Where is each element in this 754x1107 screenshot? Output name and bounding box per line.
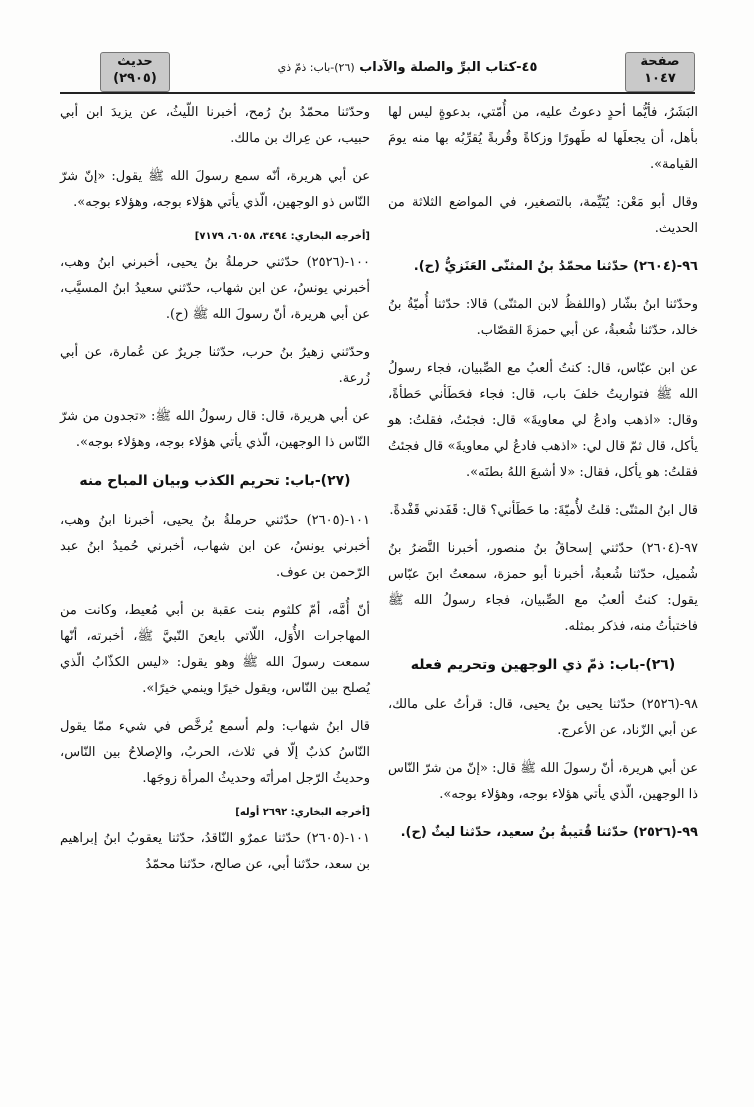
paragraph: ١٠٠-(٢٥٢٦) حدّثني حرملةُ بنُ يحيى، أخبرني ابنُ وهب، أخبرني يونسُ، عن ابن شهاب، حدّثني سعيدُ ابنُ المسيَّب، عن أبي هريرة، أنّ رسولَ الله ﷺ (ح). [60,255,370,322]
paragraph: عن أبي هريرة، أنّه سمع رسولَ الله ﷺ يقول: «إنّ شرّ النّاس ذو الوجهين، الّذي يأتي هؤلاء بوجه، وهؤلاء بوجه». [60,169,370,210]
paragraph: عن ابن عبّاس، قال: كنتُ ألعبُ مع الصِّبيان، فجاء رسولُ الله ﷺ فتواريتُ خلفَ باب، قال: فجاء فحَطَأني حَطأةً، وقال: «اذهب وادعُ لي معاويةَ» قال: فجئتُ، فقلتُ: هو يأكل، قال ثمّ قال لي: «اذهب فادعُ لي معاويةَ» قال فجئتُ فقلتُ: هو يأكل، فقال: «لا أشبعَ اللهُ بطنَه». [388,361,698,480]
paragraph: البَشَرُ، فأيُّما أحدٍ دعوتُ عليه، من أُمّتي، بدعوةٍ ليس لها بأهل، أن يجعلَها له طَهورًا وزكاةً وقُربةً يُقرِّبُه بها منه يومَ القيامة». [388,105,698,172]
paragraph: قال ابنُ شهاب: ولم أسمع يُرخَّص في شيء ممّا يقول النّاسُ كذبٌ إلّا في ثلاث، الحربُ، والإصلاحُ بين النّاس، وحديثُ الرّجل امرأتَه وحديثُ المرأة زوجَها. [60,719,370,786]
paragraph: ٩٨-(٢٥٢٦) حدّثنا يحيى بنُ يحيى، قال: قرأتُ على مالك، عن أبي الزّناد، عن الأعرج. [388,697,698,738]
page-number-box [625,52,695,92]
paragraph: قال ابنُ المثنّى: قلتُ لأُميّةَ: ما حَطَأني؟ قال: قَفَدني قَفْدةً. [389,503,698,518]
paragraph: وحدّثنا محمّدُ بنُ رُمح، أخبرنا اللّيثُ، عن يزيدَ ابن أبي حبيب، عن عِراك بن مالك. [60,105,370,146]
paragraph: وقال أبو مَعْن: يُتَيِّمة، بالتصغير، في المواضع الثلاثة من الحديث. [388,195,698,236]
chapter-ref: (٢٦)-باب: ذمّ ذي [277,61,355,74]
paragraph: أنّ أُمَّه، أمّ كلثوم بنت عقبة بن أبي مُعيط، وكانت من المهاجرات الأُوَل، اللّاتي بايعنَ النّبيَّ ﷺ، أخبرته، أنّها سمعت رسولَ الله ﷺ وهو يقول: «ليس الكذّابُ الّذي يُصلح بين النّاس، ويقول خيرًا وينمي خيرًا». [60,603,370,696]
chapter-heading: (٢٧)-باب: تحريم الكذب وبيان المباح منه [79,473,351,489]
hadith-label: حديث [117,54,153,69]
running-title [195,60,620,75]
takhrij-reference: [أخرجه البخاري: ٢٦٩٢ أوله] [235,807,370,818]
page-header [60,52,695,94]
paragraph: ١٠١-(٢٦٠٥) حدّثنا عمرٌو النّاقدُ، حدّثنا يعقوبُ ابنُ إبراهيم بن سعد، حدّثنا أبي، عن صالح، حدّثنا محمّدُ [60,831,370,872]
page-label: صفحة [640,54,680,69]
takhrij-reference: [أخرجه البخاري: ٣٤٩٤، ٦٠٥٨، ٧١٧٩] [194,231,370,242]
paragraph: عن أبي هريرة، أنّ رسولَ الله ﷺ قال: «إنّ من شرّ النّاس ذا الوجهين، الّذي يأتي هؤلاء بوجه، وهؤلاء بوجه». [388,761,698,802]
hadith-number: (٢٩٠٥) [113,71,157,86]
paragraph: ١٠١-(٢٦٠٥) حدّثني حرملةُ بنُ يحيى، أخبرنا ابنُ وهب، أخبرني يونسُ، عن ابن شهاب، أخبرني حُميدُ ابنُ عبد الرّحمن بن عوف. [60,513,370,580]
paragraph: وحدّثنا ابنُ بشّار (واللفظُ لابن المثنّى) قالا: حدّثنا أُميّةُ بنُ خالد، حدّثنا شُعبةُ، عن أبي حمزةَ القصّاب. [388,297,698,338]
right-column [388,100,698,858]
page-number: ١٠٤٧ [644,71,676,86]
paragraph: عن أبي هريرة، قال: قال رسولُ الله ﷺ: «تجدون من شرّ النّاس ذا الوجهين، الّذي يأتي هؤلاء بوجه، وهؤلاء بوجه». [60,409,370,450]
paragraph: وحدّثني زهيرُ بنُ حرب، حدّثنا جريرٌ عن عُمارة، عن أبي زُرعة. [60,345,370,386]
isnad-line: ٩٦-(٢٦٠٤) حدّثنا محمّدُ بنُ المثنّى العَنَزيُّ (ح). [413,259,698,274]
isnad-line: ٩٩-(٢٥٢٦) حدّثنا قُتيبةُ بنُ سعيد، حدّثنا ليثٌ (ح). [400,825,698,840]
hadith-number-box [100,52,170,92]
left-column [60,100,370,890]
paragraph: ٩٧-(٢٦٠٤) حدّثني إسحاقُ بنُ منصور، أخبرنا النَّضرُ بنُ شُميل، حدّثنا شُعبةُ، أخبرنا أبو حمزة، سمعتُ ابنَ عبّاس يقول: كنتُ ألعبُ مع الصِّبيان، فجاء رسولُ الله ﷺ فاختبأتُ منه، فذكر بمثله. [388,541,698,634]
chapter-heading: (٢٦)-باب: ذمّ ذي الوجهين وتحريم فعله [410,657,676,673]
book-title: ٤٥-كتاب البرِّ والصلة والآداب [359,60,538,75]
